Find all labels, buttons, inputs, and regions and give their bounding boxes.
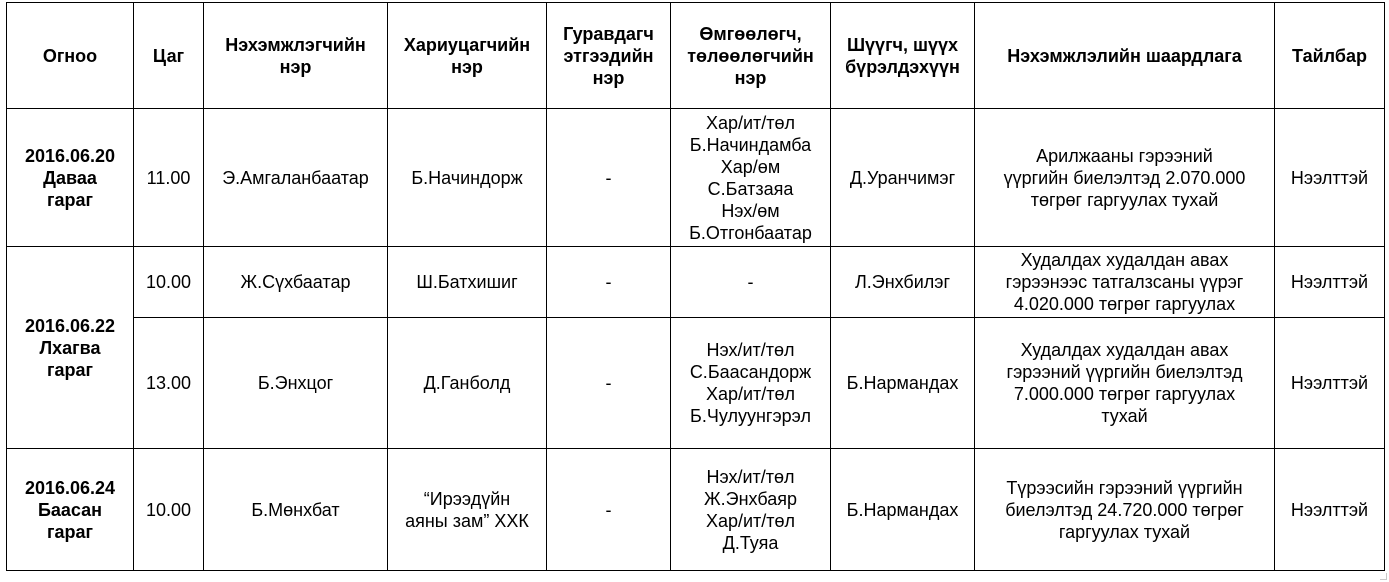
third-party-cell: - — [547, 247, 671, 318]
defendant-line: аяны зам” ХХК — [405, 510, 529, 531]
date-value: 2016.06.24 — [24, 477, 116, 498]
claim-cell — [975, 318, 1275, 449]
claim-line: 4.020.000 төгрөг гаргуулах — [1013, 294, 1236, 314]
weekday-line: гараг — [46, 521, 93, 542]
representative-line: Хар/өм — [720, 156, 781, 177]
header-note — [1275, 3, 1385, 109]
defendant-line: “Ирээдүйн — [423, 488, 511, 509]
weekday-line: гараг — [46, 189, 93, 210]
header-third-party-line: нэр — [592, 67, 625, 88]
weekday-line: Даваа — [43, 167, 97, 188]
representative-line: Хар/ит/төл — [705, 384, 796, 404]
date-cell — [7, 109, 134, 247]
claim-cell — [975, 109, 1275, 247]
plaintiff-cell: Б.Энхцог — [204, 318, 388, 449]
header-third-party-line: этгээдийн — [563, 45, 654, 66]
claim-line: гэрээний үүргийн биелэлтэд — [1006, 362, 1243, 382]
third-party-cell: - — [547, 449, 671, 571]
note-cell: Нээлттэй — [1275, 109, 1385, 247]
representative-cell — [671, 247, 831, 318]
representative-line: С.Батзаяа — [707, 178, 794, 199]
representative-line: Нэх/өм — [721, 200, 780, 221]
date-value: 2016.06.22 — [24, 315, 116, 336]
time-cell: 13.00 — [134, 318, 204, 449]
table-row — [7, 109, 1385, 247]
header-time-text: Цаг — [152, 45, 185, 66]
header-plaintiff — [204, 3, 388, 109]
claim-line: Түрээсийн гэрээний үүргийн — [1006, 477, 1243, 498]
representative-line: Хар/ит/төл — [705, 112, 796, 133]
plaintiff-cell: Э.Амгаланбаатар — [204, 109, 388, 247]
header-representative — [671, 3, 831, 109]
note-cell: Нээлттэй — [1275, 318, 1385, 449]
header-plaintiff-line: нэр — [279, 56, 312, 77]
header-time — [134, 3, 204, 109]
defendant-line: Ш.Батхишиг — [416, 272, 518, 292]
claim-line: төгрөг гаргуулах тухай — [1030, 189, 1219, 210]
header-date-text: Огноо — [42, 45, 98, 66]
header-representative-line: төлөөлөгчийн — [687, 45, 814, 66]
table-row — [7, 247, 1385, 318]
header-claim — [975, 3, 1275, 109]
table-row — [7, 318, 1385, 449]
note-cell: Нээлттэй — [1275, 247, 1385, 318]
hearing-schedule-table — [6, 2, 1385, 571]
claim-line: биелэлтэд 24.720.000 төгрөг — [1005, 499, 1244, 520]
time-cell: 11.00 — [134, 109, 204, 247]
plaintiff-cell: Б.Мөнхбат — [204, 449, 388, 571]
date-cell — [7, 449, 134, 571]
header-third-party — [547, 3, 671, 109]
representative-line: Б.Начиндамба — [689, 134, 812, 155]
defendant-cell — [388, 247, 547, 318]
claim-cell — [975, 247, 1275, 318]
claim-line: 7.000.000 төгрөг гаргуулах — [1013, 384, 1236, 404]
header-date — [7, 3, 134, 109]
header-defendant-line: Хариуцагчийн — [403, 34, 531, 55]
third-party-cell: - — [547, 109, 671, 247]
judge-cell: Б.Нармандах — [831, 318, 975, 449]
date-value: 2016.06.20 — [24, 145, 116, 166]
header-representative-line: нэр — [734, 67, 767, 88]
claim-line: гаргуулах тухай — [1058, 521, 1191, 542]
header-defendant-line: нэр — [451, 56, 483, 77]
header-representative-line: Өмгөөлөгч, — [699, 23, 802, 44]
defendant-line: Б.Начиндорж — [411, 167, 523, 188]
representative-line: С.Баасандорж — [689, 362, 812, 382]
header-judge-line: Шүүгч, шүүх — [846, 34, 959, 55]
time-cell: 10.00 — [134, 449, 204, 571]
claim-line: Худалдах худалдан авах — [1020, 340, 1229, 360]
time-cell: 10.00 — [134, 247, 204, 318]
representative-cell — [671, 109, 831, 247]
defendant-cell — [388, 318, 547, 449]
header-note-text: Тайлбар — [1292, 45, 1367, 66]
judge-cell: Л.Энхбилэг — [831, 247, 975, 318]
claim-line: Арилжааны гэрээний — [1036, 145, 1213, 166]
header-defendant — [388, 3, 547, 109]
representative-line: - — [747, 272, 754, 292]
header-judge — [831, 3, 975, 109]
representative-line: Б.Чулуунгэрэл — [690, 406, 811, 426]
representative-line: Хар/ит/төл — [705, 510, 796, 531]
representative-cell — [671, 449, 831, 571]
representative-line: Ж.Энхбаяр — [704, 488, 797, 509]
weekday-line: гараг — [46, 359, 93, 380]
claim-cell — [975, 449, 1275, 571]
weekday-line: Баасан — [37, 499, 103, 520]
weekday-line: Лхагва — [39, 337, 101, 358]
note-cell: Нээлттэй — [1275, 449, 1385, 571]
claim-line: Худалдах худалдан авах — [1020, 250, 1229, 270]
representative-line: Нэх/ит/төл — [706, 466, 795, 487]
header-plaintiff-line: Нэхэмжлэгчийн — [225, 34, 366, 55]
header-row — [7, 3, 1385, 109]
resize-corner-mark — [1380, 573, 1387, 580]
date-cell — [7, 247, 134, 449]
header-third-party-line: Гуравдагч — [563, 23, 654, 44]
claim-line: гэрээнээс татгалзсаны үүрэг — [1005, 272, 1244, 292]
representative-line: Нэх/ит/төл — [706, 340, 795, 360]
representative-line: Б.Отгонбаатар — [689, 222, 812, 243]
judge-cell: Б.Нармандах — [831, 449, 975, 571]
header-judge-line: бүрэлдэхүүн — [845, 56, 960, 77]
header-claim-text: Нэхэмжлэлийн шаардлага — [1007, 45, 1242, 66]
claim-line: үүргийн биелэлтэд 2.070.000 — [1003, 167, 1246, 188]
claim-line: тухай — [1101, 406, 1148, 426]
table-row — [7, 449, 1385, 571]
representative-line: Д.Туяа — [722, 532, 779, 553]
defendant-line: Д.Ганболд — [423, 373, 511, 393]
defendant-cell — [388, 449, 547, 571]
plaintiff-cell: Ж.Сүхбаатар — [204, 247, 388, 318]
third-party-cell: - — [547, 318, 671, 449]
defendant-cell — [388, 109, 547, 247]
representative-cell — [671, 318, 831, 449]
judge-cell: Д.Уранчимэг — [831, 109, 975, 247]
